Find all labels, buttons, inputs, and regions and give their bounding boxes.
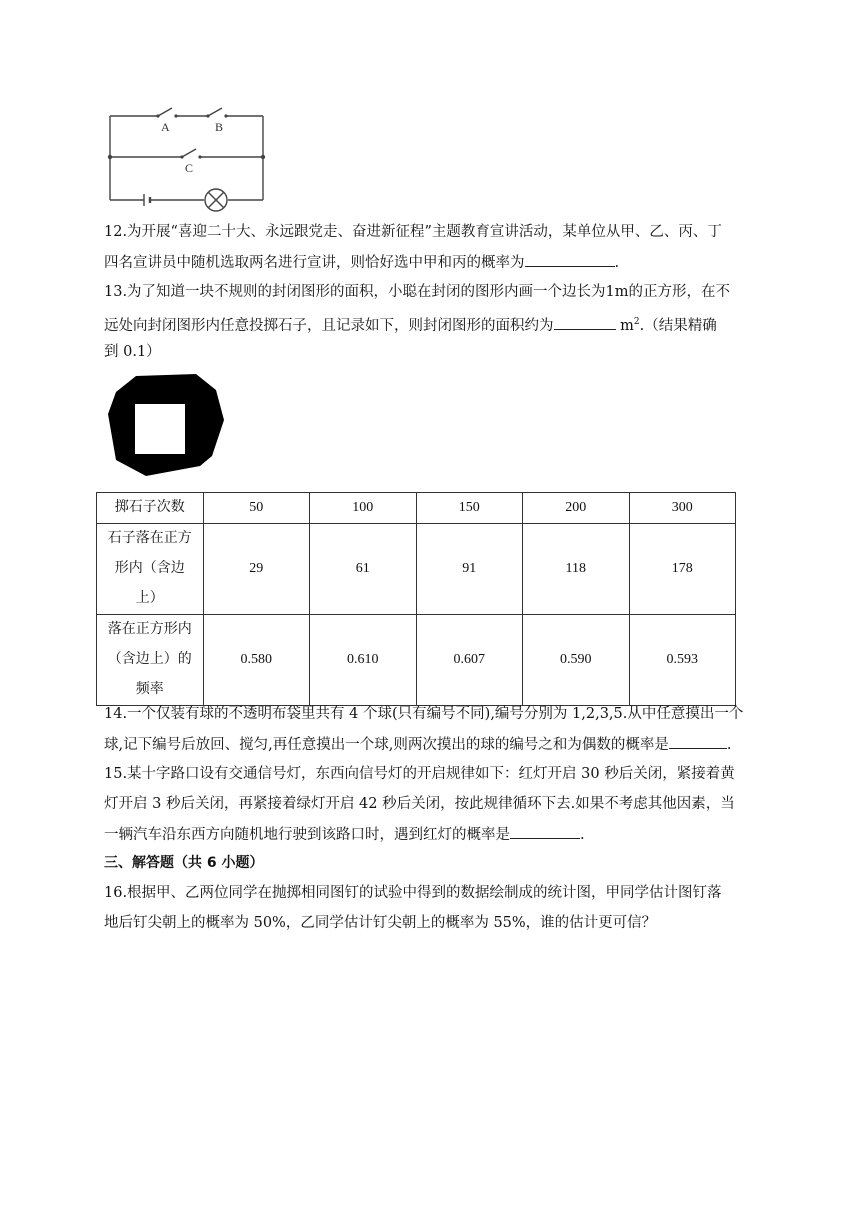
table-cell: 29 (203, 524, 310, 615)
q13-answer-blank[interactable] (554, 315, 616, 330)
q13-line1: 13.为了知道一块不规则的封闭图形的面积，小聪在封闭的图形内画一个边长为1m的正方形，在不 (104, 284, 731, 300)
q15-answer-blank[interactable] (510, 824, 580, 839)
q13-note: .（结果精确 (639, 317, 717, 334)
q13-line2 (104, 312, 717, 336)
row-header-line: 石子落在正方 (107, 531, 192, 546)
table-row (97, 615, 736, 706)
row-header-line: （含边上）的 (107, 652, 192, 667)
q16-line1: 16.根据甲、乙两位同学在抛掷相同图钉的试验中得到的数据绘制成的统计图，甲同学估计图钉落 (104, 885, 722, 901)
circuit-diagram (100, 100, 270, 215)
table-cell: 300 (629, 493, 736, 524)
table-cell: 0.590 (523, 615, 630, 706)
switch-c-label: C (185, 161, 194, 175)
table-cell: 0.610 (310, 615, 417, 706)
q14-answer-blank[interactable] (669, 734, 727, 749)
q15-line3 (104, 824, 585, 845)
q12-answer-blank[interactable] (525, 252, 615, 267)
section-heading: 三、解答题（共 6 小题） (104, 855, 264, 871)
q15-line2: 灯开启 3 秒后关闭，再紧接着绿灯开启 42 秒后关闭，按此规律循环下去.如果不考虑其他因素，当 (104, 796, 735, 812)
table-cell: 150 (416, 493, 523, 524)
q14-line2 (104, 734, 731, 755)
row-header (97, 615, 204, 706)
row-header-line: 形内（含边 (114, 561, 185, 576)
row-header-line: 落在正方形内 (107, 622, 192, 637)
q12-line1: 12.为开展“喜迎二十大、永远跟党走、奋进新征程”主题教育宣讲活动，某单位从甲、乙、丙、丁 (104, 224, 722, 240)
row-header-line: 频率 (135, 682, 164, 697)
table-cell: 0.593 (629, 615, 736, 706)
row-header-line: 上） (135, 591, 164, 606)
q15-line1: 15.某十字路口设有交通信号灯，东西向信号灯的开启规律如下：红灯开启 30 秒后关闭，紧接着黄 (104, 766, 735, 782)
q12-text: 四名宣讲员中随机选取两名进行宣讲，则恰好选中甲和丙的概率为 (104, 255, 525, 271)
row-header: 掷石子次数 (97, 493, 204, 524)
q14-text: 球,记下编号后放回、搅匀,再任意摸出一个球,则两次摸出的球的编号之和为偶数的概率是 (104, 737, 669, 753)
q14-period: . (726, 737, 732, 753)
q13-line3: 到 0.1） (104, 344, 161, 360)
table-cell: 100 (310, 493, 417, 524)
table-cell: 200 (523, 493, 630, 524)
table-cell: 0.580 (203, 615, 310, 706)
table-cell: 178 (629, 524, 736, 615)
table-cell: 118 (523, 524, 630, 615)
q13-unit-sup: 2 (633, 317, 640, 327)
q16-line2: 地后钉尖朝上的概率为 50%，乙同学估计钉尖朝上的概率为 55%，谁的估计更可信？ (104, 915, 657, 931)
q14-line1: 14.一个仅装有球的不透明布袋里共有 4 个球(只有编号不同),编号分别为 1,2,3,5.从中任意摸出一个 (104, 706, 744, 722)
table-row (97, 493, 736, 524)
irregular-shape-figure (100, 370, 230, 480)
table-cell: 91 (416, 524, 523, 615)
q13-unit: m (620, 317, 634, 334)
q12-period: . (614, 255, 620, 271)
switch-a-label: A (161, 120, 170, 134)
q13-text: 远处向封闭图形内任意投掷石子，且记录如下，则封闭图形的面积约为 (104, 317, 554, 334)
irregular-shape (108, 374, 224, 476)
table-row (97, 524, 736, 615)
q15-text: 一辆汽车沿东西方向随机地行驶到该路口时，遇到红灯的概率是 (104, 827, 510, 843)
table-cell: 50 (203, 493, 310, 524)
table-cell: 61 (310, 524, 417, 615)
table-cell: 0.607 (416, 615, 523, 706)
q12-line2 (104, 252, 619, 273)
switch-b-label: B (215, 120, 224, 134)
row-header (97, 524, 204, 615)
stone-throw-table (96, 492, 736, 706)
q15-period: . (580, 827, 585, 843)
